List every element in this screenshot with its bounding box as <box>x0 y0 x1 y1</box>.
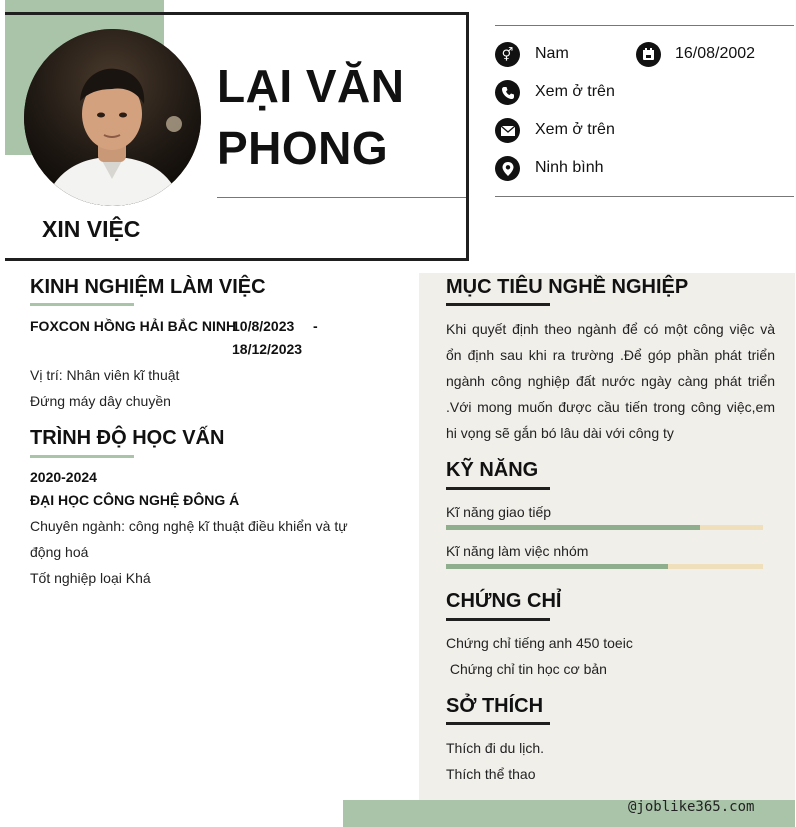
avatar <box>24 29 201 206</box>
skill-bar-teamwork-fill <box>446 564 668 569</box>
experience-date-end: 18/12/2023 <box>232 341 303 357</box>
skills-title-underline <box>446 487 550 490</box>
skill-label-communication: Kĩ năng giao tiếp <box>446 504 552 520</box>
avatar-portrait <box>24 29 201 206</box>
hobbies-title: SỞ THÍCH <box>446 695 544 717</box>
certificates-title-underline <box>446 618 550 621</box>
info-divider-bottom <box>495 196 794 197</box>
address-value: Ninh bình <box>535 159 604 176</box>
email-value: Xem ở trên <box>535 121 615 138</box>
email-icon <box>495 118 520 143</box>
calendar-icon <box>636 42 661 67</box>
objective-title: MỤC TIÊU NGHỀ NGHIỆP <box>446 276 689 298</box>
education-major-line1: Chuyên ngành: công nghệ kĩ thuật điều khiển và tự <box>30 518 348 534</box>
experience-title: KINH NGHIỆM LÀM VIỆC <box>30 276 266 298</box>
gender-icon: ⚥ <box>495 42 520 67</box>
education-title: TRÌNH ĐỘ HỌC VẤN <box>30 427 225 449</box>
experience-title-underline <box>30 303 134 306</box>
skill-bar-communication <box>446 525 763 530</box>
gender-value: Nam <box>535 45 569 62</box>
certificate-item: Chứng chỉ tiếng anh 450 toeic <box>446 635 633 651</box>
footer-watermark[interactable]: @joblike365.com <box>628 799 755 815</box>
location-icon <box>495 156 520 181</box>
certificate-item: Chứng chỉ tin học cơ bản <box>446 661 607 677</box>
birthday-value: 16/08/2002 <box>675 45 756 62</box>
hobby-item: Thích đi du lịch. <box>446 740 545 756</box>
experience-task: Đứng máy dây chuyền <box>30 393 171 409</box>
hobby-item: Thích thể thao <box>446 766 536 782</box>
experience-position: Vị trí: Nhân viên kĩ thuật <box>30 367 180 383</box>
skill-label-teamwork: Kĩ năng làm việc nhóm <box>446 543 589 559</box>
experience-company: FOXCON HỒNG HẢI BẮC NINH <box>30 318 237 334</box>
header-frame-bottom <box>5 258 469 261</box>
skill-bar-communication-fill <box>446 525 700 530</box>
certificates-title: CHỨNG CHỈ <box>446 590 562 612</box>
info-divider-top <box>495 25 794 26</box>
job-title: XIN VIỆC <box>42 216 141 242</box>
education-title-underline <box>30 455 134 458</box>
phone-icon <box>495 80 520 105</box>
phone-value: Xem ở trên <box>535 83 615 100</box>
hobbies-title-underline <box>446 722 550 725</box>
candidate-name: LẠI VĂN PHONG <box>217 60 405 174</box>
education-years: 2020-2024 <box>30 469 97 485</box>
education-major-line2: động hoá <box>30 544 89 560</box>
objective-text: Khi quyết định theo ngành để có một công việc và ổn định sau khi ra trường .Để góp phần phát triển ngành công nghiệp đất nước ngày càng phát triển .Với mong muốn được cầu tiến trong công việc,em hi vọng sẽ gắn bó lâu dài với công ty <box>446 321 775 441</box>
education-school: ĐẠI HỌC CÔNG NGHỆ ĐÔNG Á <box>30 492 240 508</box>
skills-title: KỸ NĂNG <box>446 459 539 481</box>
education-grade: Tốt nghiệp loại Khá <box>30 570 151 586</box>
name-divider <box>217 197 466 198</box>
experience-date-dash: - <box>313 318 318 334</box>
objective-title-underline <box>446 303 550 306</box>
experience-date-start: 10/8/2023 <box>232 318 295 334</box>
skill-bar-teamwork <box>446 564 763 569</box>
